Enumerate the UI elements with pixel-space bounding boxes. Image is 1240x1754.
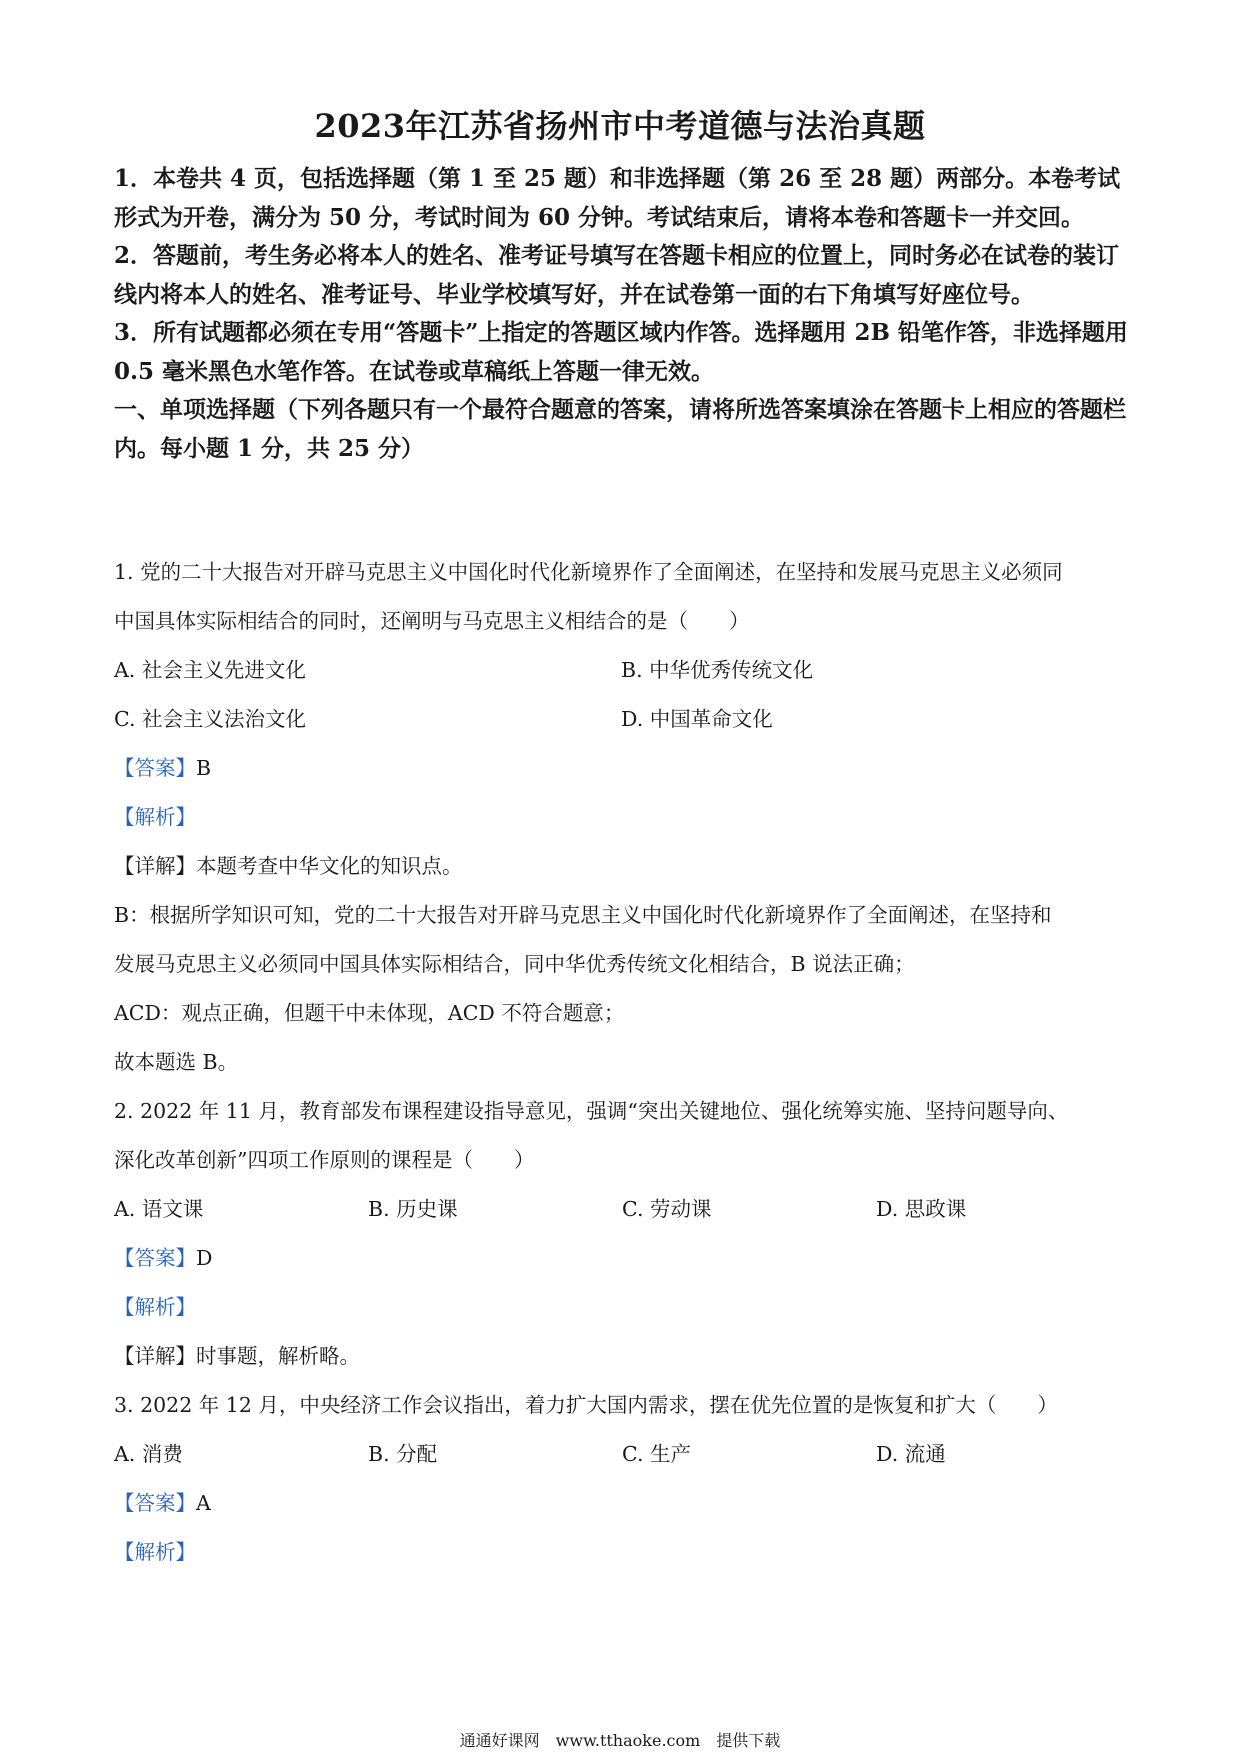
questions: [114, 548, 1134, 1577]
instruction-2: 2．答题前，考生务必将本人的姓名、准考证号填写在答题卡相应的位置上，同时务必在试卷的装订线内将本人的姓名、准考证号、毕业学校填写好，并在试卷第一面的右下角填写好座位号。: [114, 242, 1120, 308]
q1-explanation-2: 发展马克思主义必须同中国具体实际相结合，同中华优秀传统文化相结合，B 说法正确；: [114, 952, 915, 976]
q1-options-row-1: [114, 646, 1134, 695]
q1-explanation-4: 故本题选 B。: [114, 1050, 239, 1074]
q1-option-c: C. 社会主义法治文化: [114, 707, 306, 731]
q2-stem-line-2: 深化改革创新”四项工作原则的课程是（ ）: [114, 1148, 535, 1172]
q1-explanation-1: B：根据所学知识可知，党的二十大报告对开辟马克思主义中国化时代化新境界作了全面阐述，在坚持和: [114, 903, 1052, 927]
analysis-tag: 【解析】: [114, 1295, 196, 1319]
q3-option-d: D. 流通: [876, 1442, 946, 1466]
q1-stem-line-2: 中国具体实际相结合的同时，还阐明与马克思主义相结合的是（ ）: [114, 609, 750, 633]
q3-stem-line-1: 3. 2022 年 12 月，中央经济工作会议指出，着力扩大国内需求，摆在优先位置的是恢复和扩大（ ）: [114, 1393, 1058, 1417]
q3-answer: [114, 1479, 1134, 1528]
answer-tag: 【答案】: [114, 756, 196, 780]
q2-answer-value: D: [196, 1246, 213, 1270]
exam-instructions: [114, 160, 1134, 468]
instruction-1: 1．本卷共 4 页，包括选择题（第 1 至 25 题）和非选择题（第 26 至 28 题）两部分。本卷考试形式为开卷，满分为 50 分，考试时间为 60 分钟。考试结束后，请将本卷和答题卡一并交回。: [114, 165, 1121, 231]
q2-option-c: C. 劳动课: [622, 1197, 712, 1221]
q3-options: [114, 1430, 1134, 1479]
q1-detail-text: 本题考查中华文化的知识点。: [196, 854, 463, 878]
q1-analysis: [114, 793, 1134, 842]
q1-option-b: B. 中华优秀传统文化: [621, 658, 814, 682]
detail-tag: 【详解】: [114, 854, 196, 878]
q3-answer-value: A: [196, 1491, 211, 1515]
q1-option-d: D. 中国革命文化: [621, 707, 773, 731]
q2-option-b: B. 历史课: [368, 1197, 458, 1221]
q2-answer: [114, 1234, 1134, 1283]
instruction-3: 3．所有试题都必须在专用“答题卡”上指定的答题区域内作答。选择题用 2B 铅笔作答，非选择题用 0.5 毫米黑色水笔作答。在试卷或草稿纸上答题一律无效。: [114, 319, 1128, 385]
q1-answer: [114, 744, 1134, 793]
q1-stem-line-1: 1. 党的二十大报告对开辟马克思主义中国化时代化新境界作了全面阐述，在坚持和发展马克思主义必须同: [114, 560, 1063, 584]
q2-detail: [114, 1332, 1134, 1381]
q2-analysis: [114, 1283, 1134, 1332]
q2-detail-text: 时事题，解析略。: [196, 1344, 360, 1368]
q2-options: [114, 1185, 1134, 1234]
q3-option-a: A. 消费: [114, 1442, 183, 1466]
page-footer: 通通好课网 www.tthaoke.com 提供下载: [459, 1731, 781, 1750]
q3-option-b: B. 分配: [368, 1442, 438, 1466]
detail-tag: 【详解】: [114, 1344, 196, 1368]
answer-tag: 【答案】: [114, 1246, 196, 1270]
q1-detail: [114, 842, 1134, 891]
q1-options-row-2: [114, 695, 1134, 744]
answer-tag: 【答案】: [114, 1491, 196, 1515]
q3-analysis: [114, 1528, 1134, 1577]
analysis-tag: 【解析】: [114, 805, 196, 829]
q3-option-c: C. 生产: [622, 1442, 691, 1466]
analysis-tag: 【解析】: [114, 1540, 196, 1564]
page-title: 2023年江苏省扬州市中考道德与法治真题: [314, 107, 926, 145]
q1-option-a: A. 社会主义先进文化: [114, 658, 306, 682]
section-heading: 一、单项选择题（下列各题只有一个最符合题意的答案，请将所选答案填涂在答题卡上相应的答题栏内。每小题 1 分，共 25 分）: [114, 396, 1126, 462]
q1-explanation-3: ACD：观点正确，但题干中未体现，ACD 不符合题意；: [114, 1001, 625, 1025]
q2-option-d: D. 思政课: [876, 1197, 967, 1221]
q2-stem-line-1: 2. 2022 年 11 月，教育部发布课程建设指导意见，强调“突出关键地位、强化统筹实施、坚持问题导向、: [114, 1099, 1069, 1123]
q2-option-a: A. 语文课: [114, 1197, 204, 1221]
q1-answer-value: B: [196, 756, 212, 780]
